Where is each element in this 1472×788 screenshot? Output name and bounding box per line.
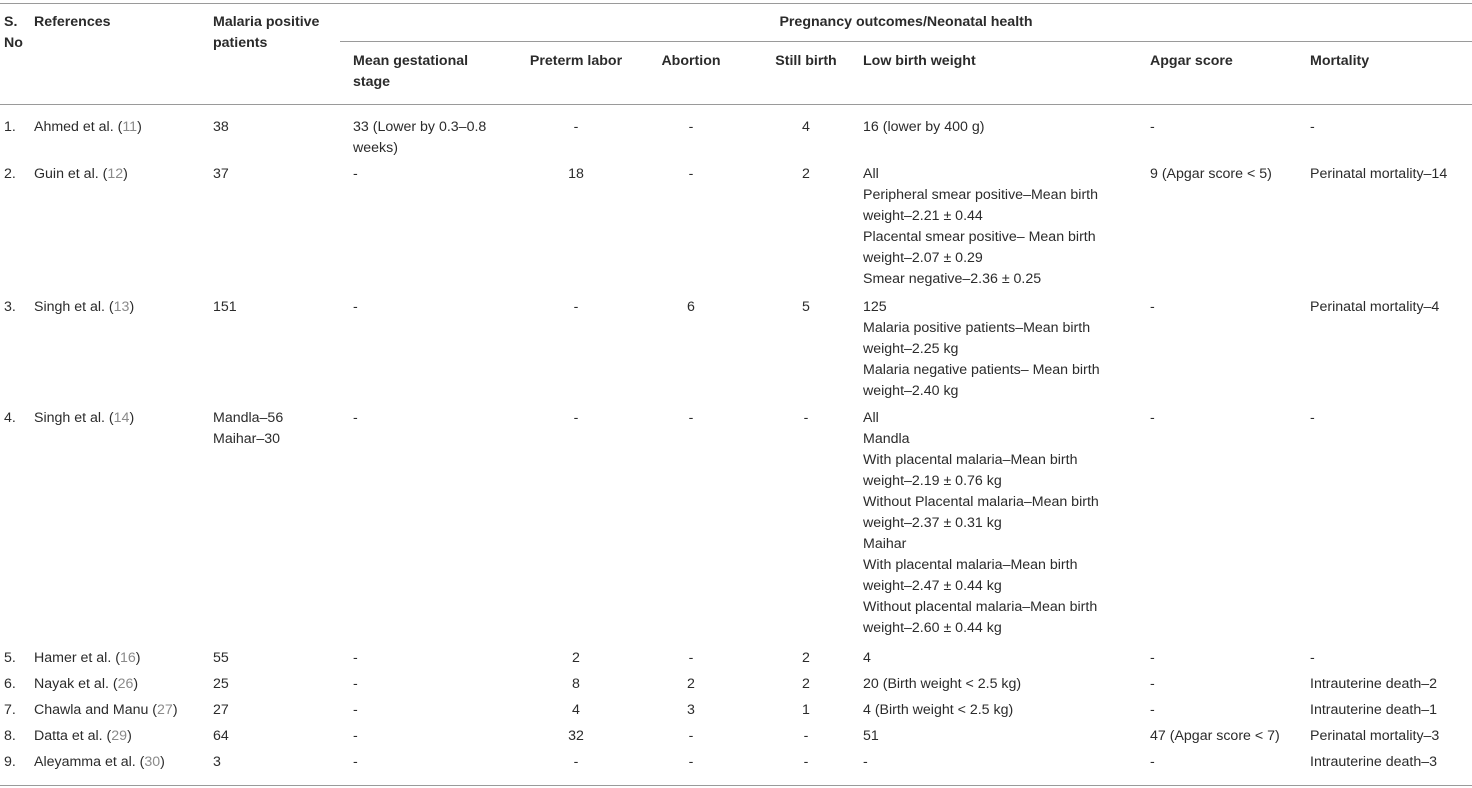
header-sno: S. No: [4, 14, 23, 51]
cell-abortion: -: [688, 650, 694, 666]
cell-stillbirth: 4: [802, 119, 810, 135]
reference-close-paren: ): [137, 119, 142, 135]
cell-abortion: 3: [687, 702, 695, 718]
cell-preterm: 8: [572, 676, 580, 692]
reference-author: Singh et al. (: [34, 299, 114, 315]
cell-apgar: -: [1150, 119, 1155, 135]
bottom-rule: [0, 785, 1472, 786]
cell-positive: 38: [213, 119, 229, 135]
cell-lbw: 4: [863, 650, 871, 666]
cell-stillbirth: -: [803, 754, 809, 770]
reference-close-paren: ): [135, 650, 141, 666]
cell-apgar: 9 (Apgar score < 5): [1150, 166, 1272, 182]
cell-lbw: 16 (lower by 400 g): [863, 119, 985, 135]
cell-positive: 27: [213, 702, 229, 718]
cell-preterm: -: [573, 299, 579, 315]
header-still-birth: Still birth: [775, 53, 837, 69]
cell-positive: 25: [213, 676, 229, 692]
cell-gestational: -: [353, 754, 358, 770]
cell-abortion: -: [688, 119, 694, 135]
cell-gestational: -: [353, 166, 358, 182]
cell-sno: 4.: [4, 410, 16, 426]
cell-stillbirth: -: [803, 728, 809, 744]
cell-stillbirth: 5: [802, 299, 810, 315]
header-mortality: Mortality: [1310, 53, 1370, 69]
reference-number-link[interactable]: 26: [117, 676, 134, 692]
header-mean-gestational-stage: Mean gestational stage: [353, 53, 469, 90]
cell-abortion: -: [688, 410, 694, 426]
cell-gestational: -: [353, 410, 358, 426]
reference-number-link[interactable]: 14: [113, 410, 130, 426]
cell-mortality: Intrauterine death–1: [1310, 702, 1437, 718]
cell-apgar: -: [1150, 410, 1155, 426]
cell-lbw: 125 Malaria positive patients–Mean birth weight–2.25 kg Malaria negative patients– Mean birth weight–2.40 kg: [863, 299, 1100, 399]
cell-stillbirth: 2: [802, 166, 810, 182]
cell-sno: 2.: [4, 166, 16, 182]
cell-abortion: -: [688, 166, 694, 182]
cell-lbw: All Mandla With placental malaria–Mean birth weight–2.19 ± 0.76 kg Without Placental malaria–Mean birth weight–2.37 ± 0.31 kg Maihar With placental malaria–Mean birth weight–2.47 ± 0.44 kg Without placental malaria–Mean birth weight–2.60 ± 0.44 kg: [863, 410, 1099, 636]
reference-close-paren: ): [127, 728, 132, 744]
reference-number-link[interactable]: 29: [111, 728, 128, 744]
cell-apgar: -: [1150, 754, 1155, 770]
reference-number-link[interactable]: 27: [157, 702, 173, 718]
cell-preterm: -: [573, 410, 579, 426]
cell-mortality: Intrauterine death–2: [1310, 676, 1437, 692]
header-malaria-positive: Malaria positive patients: [213, 14, 320, 51]
cell-sno: 5.: [4, 650, 16, 666]
group-rule: [340, 41, 1472, 42]
cell-gestational: -: [353, 299, 358, 315]
header-references: References: [34, 14, 111, 30]
cell-mortality: -: [1310, 119, 1315, 135]
cell-positive: Mandla–56 Maihar–30: [213, 410, 284, 447]
reference-author: Chawla and Manu (: [34, 702, 158, 718]
cell-stillbirth: 1: [802, 702, 810, 718]
cell-abortion: -: [688, 728, 694, 744]
cell-preterm: -: [573, 119, 579, 135]
cell-reference: [34, 752, 165, 773]
cell-mortality: -: [1310, 650, 1315, 666]
reference-number-link[interactable]: 11: [122, 119, 138, 135]
reference-close-paren: ): [160, 754, 165, 770]
cell-stillbirth: -: [803, 410, 809, 426]
cell-reference: [34, 648, 140, 669]
cell-lbw: 51: [863, 728, 879, 744]
cell-gestational: -: [353, 650, 358, 666]
reference-author: Guin et al. (: [34, 166, 108, 182]
cell-sno: 6.: [4, 676, 16, 692]
reference-author: Singh et al. (: [34, 410, 114, 426]
reference-author: Nayak et al. (: [34, 676, 118, 692]
cell-abortion: -: [688, 754, 694, 770]
cell-mortality: Perinatal mortality–4: [1310, 299, 1440, 315]
cell-apgar: -: [1150, 650, 1155, 666]
cell-abortion: 2: [687, 676, 695, 692]
reference-close-paren: ): [129, 410, 135, 426]
reference-number-link[interactable]: 30: [144, 754, 161, 770]
cell-mortality: Intrauterine death–3: [1310, 754, 1437, 770]
cell-preterm: 2: [572, 650, 580, 666]
cell-gestational: 33 (Lower by 0.3–0.8 weeks): [353, 119, 487, 156]
cell-reference: [34, 297, 134, 318]
reference-close-paren: ): [172, 702, 178, 718]
cell-mortality: -: [1310, 410, 1315, 426]
header-preterm-labor: Preterm labor: [529, 53, 623, 69]
cell-lbw: All Peripheral smear positive–Mean birth weight–2.21 ± 0.44 Placental smear positive– Mean birth weight–2.07 ± 0.29 Smear negative–2.36 ± 0.25: [863, 166, 1098, 287]
top-rule: [0, 3, 1472, 4]
cell-gestational: -: [353, 728, 358, 744]
cell-sno: 8.: [4, 728, 16, 744]
reference-author: Aleyamma et al. (: [34, 754, 145, 770]
cell-reference: [34, 117, 142, 138]
cell-abortion: 6: [687, 299, 695, 315]
cell-positive: 37: [213, 166, 229, 182]
cell-apgar: -: [1150, 676, 1155, 692]
cell-lbw: -: [863, 754, 868, 770]
header-bottom-rule: [0, 104, 1472, 105]
cell-stillbirth: 2: [802, 676, 810, 692]
cell-mortality: Perinatal mortality–14: [1310, 166, 1448, 182]
cell-reference: [34, 164, 128, 185]
cell-positive: 64: [213, 728, 229, 744]
cell-mortality: Perinatal mortality–3: [1310, 728, 1440, 744]
reference-close-paren: ): [129, 299, 135, 315]
cell-positive: 3: [213, 754, 221, 770]
cell-apgar: -: [1150, 702, 1155, 718]
cell-preterm: 32: [568, 728, 584, 744]
cell-positive: 55: [213, 650, 229, 666]
reference-number-link[interactable]: 16: [119, 650, 136, 666]
header-low-birth-weight: Low birth weight: [863, 53, 976, 69]
reference-author: Hamer et al. (: [34, 650, 120, 666]
cell-reference: [34, 700, 178, 721]
reference-close-paren: ): [123, 166, 128, 182]
header-abortion: Abortion: [661, 53, 721, 69]
reference-author: Datta et al. (: [34, 728, 112, 744]
cell-lbw: 20 (Birth weight < 2.5 kg): [863, 676, 1022, 692]
reference-number-link[interactable]: 12: [107, 166, 124, 182]
cell-sno: 1.: [4, 119, 16, 135]
cell-stillbirth: 2: [802, 650, 810, 666]
cell-sno: 3.: [4, 299, 16, 315]
cell-preterm: 4: [572, 702, 580, 718]
cell-sno: 7.: [4, 702, 16, 718]
header-group-pregnancy-outcomes: Pregnancy outcomes/Neonatal health: [779, 14, 1033, 30]
reference-author: Ahmed et al. (: [34, 119, 123, 135]
cell-apgar: -: [1150, 299, 1155, 315]
cell-reference: [34, 408, 134, 429]
cell-gestational: -: [353, 702, 358, 718]
reference-number-link[interactable]: 13: [113, 299, 130, 315]
cell-preterm: -: [573, 754, 579, 770]
cell-preterm: 18: [568, 166, 584, 182]
cell-apgar: 47 (Apgar score < 7): [1150, 728, 1280, 744]
cell-sno: 9.: [4, 754, 16, 770]
header-apgar-score: Apgar score: [1150, 53, 1233, 69]
cell-reference: [34, 726, 132, 747]
reference-close-paren: ): [133, 676, 139, 692]
cell-positive: 151: [213, 299, 237, 315]
cell-reference: [34, 674, 138, 695]
cell-gestational: -: [353, 676, 358, 692]
cell-lbw: 4 (Birth weight < 2.5 kg): [863, 702, 1014, 718]
